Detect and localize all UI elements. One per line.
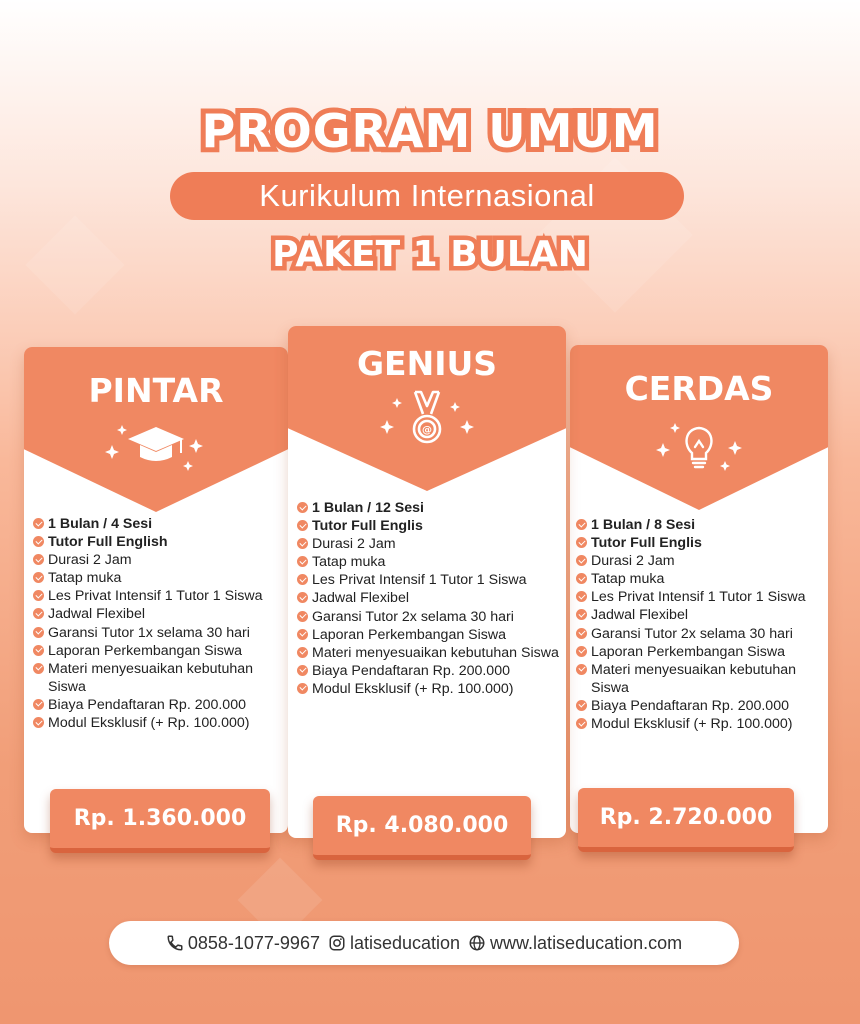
list-item: Jadwal Flexibel — [576, 606, 824, 624]
check-icon — [297, 592, 308, 603]
list-item: Garansi Tutor 2x selama 30 hari — [297, 608, 559, 626]
list-item: 1 Bulan / 4 Sesi — [33, 515, 283, 533]
plan-name: GENIUS — [356, 344, 498, 383]
subtitle-badge: Kurikulum Internasional — [170, 172, 684, 220]
plan-card-genius — [288, 326, 566, 838]
contact-website[interactable] — [468, 933, 682, 954]
list-item: Biaya Pendaftaran Rp. 200.000 — [297, 662, 559, 680]
check-icon — [33, 699, 44, 710]
list-item: Garansi Tutor 2x selama 30 hari — [576, 625, 824, 643]
list-item: Modul Eksklusif (+ Rp. 100.000) — [297, 680, 559, 698]
check-icon — [33, 645, 44, 656]
check-icon — [297, 629, 308, 640]
list-item: 1 Bulan / 8 Sesi — [576, 516, 824, 534]
feature-list — [297, 499, 559, 698]
check-icon — [297, 538, 308, 549]
list-item: Materi menyesuaikan kebutuhan Siswa — [33, 660, 283, 696]
check-icon — [576, 664, 587, 675]
phone-icon — [166, 934, 184, 952]
list-item: Tatap muka — [576, 570, 824, 588]
svg-text:@: @ — [422, 425, 432, 436]
check-icon — [297, 611, 308, 622]
list-item: Tatap muka — [33, 569, 283, 587]
check-icon — [297, 683, 308, 694]
contact-phone[interactable] — [166, 933, 320, 954]
check-icon — [297, 502, 308, 513]
plan-card-cerdas — [570, 345, 828, 833]
list-item: Les Privat Intensif 1 Tutor 1 Siswa — [297, 571, 559, 589]
globe-icon — [468, 934, 486, 952]
contact-instagram[interactable] — [328, 933, 460, 954]
list-item: Les Privat Intensif 1 Tutor 1 Siswa — [576, 588, 824, 606]
plan-card-pintar — [24, 347, 288, 833]
check-icon — [576, 537, 587, 548]
check-icon — [576, 591, 587, 602]
check-icon — [33, 554, 44, 565]
check-icon — [576, 573, 587, 584]
list-item: Tatap muka — [297, 553, 559, 571]
check-icon — [33, 590, 44, 601]
list-item: Durasi 2 Jam — [576, 552, 824, 570]
list-item: Tutor Full Englis — [576, 534, 824, 552]
price-button-cerdas[interactable]: Rp. 2.720.000 — [578, 788, 794, 852]
check-icon — [576, 628, 587, 639]
medal-icon — [288, 388, 566, 452]
check-icon — [33, 608, 44, 619]
list-item: 1 Bulan / 12 Sesi — [297, 499, 559, 517]
page-title: PROGRAM UMUM — [201, 104, 659, 158]
graduation-cap-icon — [24, 419, 288, 479]
list-item: Materi menyesuaikan kebutuhan Siswa — [576, 661, 824, 697]
list-item: Durasi 2 Jam — [297, 535, 559, 553]
website-url: www.latiseducation.com — [490, 932, 683, 953]
check-icon — [576, 646, 587, 657]
check-icon — [33, 717, 44, 728]
list-item: Durasi 2 Jam — [33, 551, 283, 569]
phone-number: 0858-1077-9967 — [187, 932, 320, 953]
contact-bar — [109, 921, 739, 965]
list-item: Modul Eksklusif (+ Rp. 100.000) — [576, 715, 824, 733]
lightbulb-icon — [570, 417, 828, 477]
list-item: Biaya Pendaftaran Rp. 200.000 — [33, 696, 283, 714]
list-item: Laporan Perkembangan Siswa — [33, 642, 283, 660]
list-item: Tutor Full English — [33, 533, 283, 551]
list-item: Laporan Perkembangan Siswa — [576, 643, 824, 661]
list-item: Tutor Full Englis — [297, 517, 559, 535]
check-icon — [576, 700, 587, 711]
check-icon — [33, 627, 44, 638]
check-icon — [576, 718, 587, 729]
list-item: Les Privat Intensif 1 Tutor 1 Siswa — [33, 587, 283, 605]
plan-name: PINTAR — [88, 371, 224, 410]
check-icon — [576, 555, 587, 566]
list-item: Biaya Pendaftaran Rp. 200.000 — [576, 697, 824, 715]
instagram-icon — [328, 934, 346, 952]
list-item: Garansi Tutor 1x selama 30 hari — [33, 624, 283, 642]
list-item: Jadwal Flexibel — [33, 605, 283, 623]
instagram-handle: latiseducation — [349, 932, 461, 953]
check-icon — [33, 663, 44, 674]
plan-name: CERDAS — [624, 369, 774, 408]
price-button-genius[interactable]: Rp. 4.080.000 — [313, 796, 531, 860]
check-icon — [33, 536, 44, 547]
list-item: Modul Eksklusif (+ Rp. 100.000) — [33, 714, 283, 732]
feature-list — [33, 515, 283, 732]
check-icon — [576, 609, 587, 620]
list-item: Laporan Perkembangan Siswa — [297, 626, 559, 644]
check-icon — [297, 574, 308, 585]
check-icon — [33, 518, 44, 529]
check-icon — [297, 665, 308, 676]
list-item: Materi menyesuaikan kebutuhan Siswa — [297, 644, 559, 662]
feature-list — [576, 516, 824, 733]
check-icon — [297, 520, 308, 531]
list-item: Jadwal Flexibel — [297, 589, 559, 607]
check-icon — [33, 572, 44, 583]
check-icon — [576, 519, 587, 530]
check-icon — [297, 556, 308, 567]
price-button-pintar[interactable]: Rp. 1.360.000 — [50, 789, 270, 853]
check-icon — [297, 647, 308, 658]
package-title: PAKET 1 BULAN — [272, 234, 588, 275]
